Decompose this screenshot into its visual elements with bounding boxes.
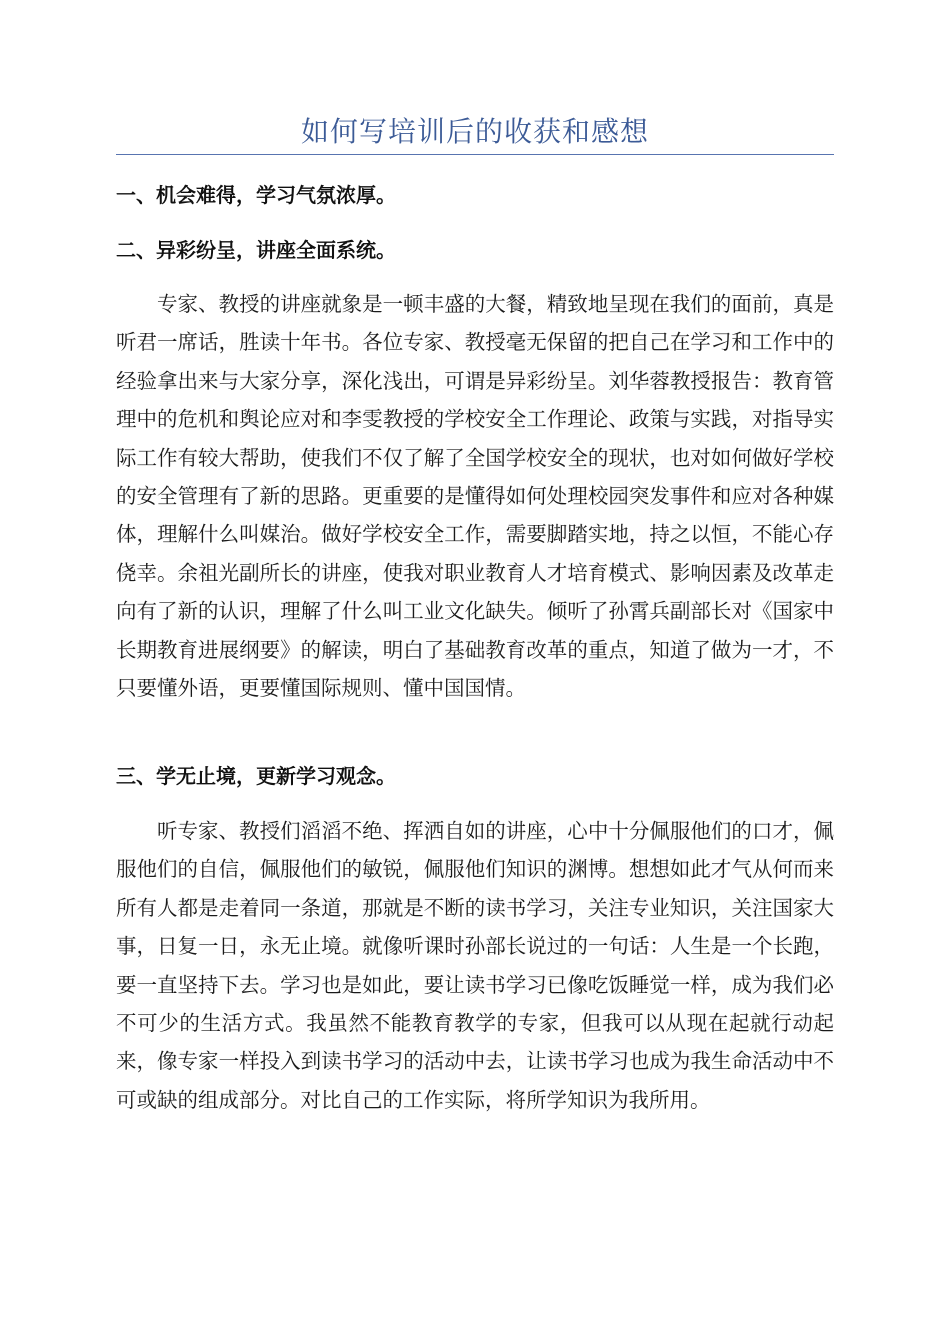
section-paragraph-2: 专家、教授的讲座就象是一顿丰盛的大餐，精致地呈现在我们的面前，真是听君一席话，胜读十年书。各位专家、教授毫无保留的把自己在学习和工作中的经验拿出来与大家分享，深化浅出，可谓是异彩纷呈。刘华蓉教授报告：教育管理中的危机和舆论应对和李雯教授的学校安全工作理论、政策与实践，对指导实际工作有较大帮助，使我们不仅了解了全国学校安全的现状，也对如何做好学校的安全管理有了新的思路。更重要的是懂得如何处理校园突发事件和应对各种媒体，理解什么叫媒治。做好学校安全工作，需要脚踏实地，持之以恒，不能心存侥幸。余祖光副所长的讲座，使我对职业教育人才培育模式、影响因素及改革走向有了新的认识，理解了什么叫工业文化缺失。倾听了孙霄兵副部长对《国家中长期教育进展纲要》的解读，明白了基础教育改革的重点，知道了做为一才，不只要懂外语，更要懂国际规则、懂中国国情。 xyxy=(116,292,834,701)
title-underline xyxy=(116,154,834,155)
section-heading-2: 二、异彩纷呈，讲座全面系统。 xyxy=(116,238,396,262)
section-paragraph-3: 听专家、教授们滔滔不绝、挥洒自如的讲座，心中十分佩服他们的口才，佩服他们的自信，佩服他们的敏锐，佩服他们知识的渊博。想想如此才气从何而来所有人都是走着同一条道，那就是不断的读书学习，关注专业知识，关注国家大事，日复一日，永无止境。就像听课时孙部长说过的一句话：人生是一个长跑，要一直坚持下去。学习也是如此，要让读书学习已像吃饭睡觉一样，成为我们必不可少的生活方式。我虽然不能教育教学的专家，但我可以从现在起就行动起来，像专家一样投入到读书学习的活动中去，让读书学习也成为我生命活动中不可或缺的组成部分。对比自己的工作实际，将所学知识为我所用。 xyxy=(116,819,834,1112)
section-heading-3: 三、学无止境，更新学习观念。 xyxy=(116,764,396,788)
document-title: 如何写培训后的收获和感想 xyxy=(300,115,649,148)
section-heading-1: 一、机会难得，学习气氛浓厚。 xyxy=(116,183,396,207)
